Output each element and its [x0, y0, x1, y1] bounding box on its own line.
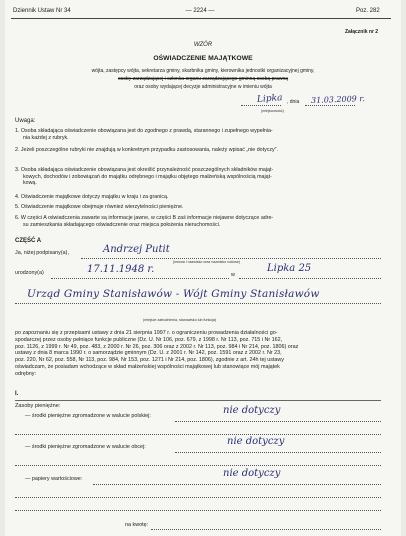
securities-handwriting[interactable]: nie dotyczy: [223, 468, 281, 479]
part-a-heading: CZĘŚĆ A: [15, 238, 42, 244]
place-line: [241, 105, 281, 106]
instruction-1: [15, 128, 273, 141]
legal-text: [15, 330, 298, 378]
legal-text-line-5: poz. 220, Nr 62, poz. 558, Nr 113, poz. 984, Nr 153, poz. 1271 i Nr 214, poz. 1806), zgodnie z art. 24h tej ustawy: [15, 357, 284, 364]
position-number: Poz. 282: [356, 8, 380, 14]
legal-text-line-1: po zapoznaniu się z przepisami ustawy z dnia 21 sierpnia 1997 r. o ograniczeniu prowadzenia działalności go-: [15, 330, 278, 336]
place-handwriting[interactable]: Lipka: [256, 93, 283, 105]
amount-label: na kwotę:: [125, 522, 149, 528]
name-line: [81, 258, 381, 259]
cash-foreign-handwriting[interactable]: nie dotyczy: [227, 436, 285, 447]
instruction-3-line-1: 3. Osoba składająca oświadczenie obowiązana jest określić przynależność poszczególnych składników mająt-: [15, 167, 274, 173]
intro-line-1: [5, 68, 401, 74]
form-page: [5, 0, 401, 536]
instruction-3-line-2: kowych, dochodów i zobowiązań do majątku odrębnego i majątku objętego małżeńską wspólnością mająt-: [23, 173, 272, 180]
name-handwriting[interactable]: Andrzej Putit: [103, 244, 170, 255]
born-in: w: [231, 272, 235, 278]
blank-line: [15, 510, 381, 511]
blank-line: [15, 434, 381, 435]
cash-pln-line: [175, 421, 381, 422]
legal-text-line-6: oświadczam, że posiadam wchodzące w skład małżeńskiej wspólności majątkowej lub stanowiące mój majątek: [15, 363, 280, 370]
born-date-handwriting[interactable]: 17.11.1948 r.: [87, 264, 155, 275]
legal-text-line-4: ustawy z dnia 8 marca 1990 r. o samorządzie gminnym (Dz. U. z 2001 r. Nr 142, poz. 1591 oraz z 2002 r. Nr 23,: [15, 350, 282, 357]
workplace-line: [15, 303, 381, 304]
date-prefix: , dnia: [287, 99, 300, 105]
page-number: — 2224 —: [185, 8, 215, 14]
blank-line: [15, 497, 381, 498]
undersigned-label: Ja, niżej podpisany(a),: [15, 250, 69, 256]
cash-foreign-line: [175, 452, 381, 453]
savings-label: Zasoby pieniężne:: [15, 403, 61, 409]
instruction-1-line-2: nia każdej z rubryk.: [23, 134, 69, 141]
instruction-6-line-2: su zamieszkania składającego oświadczenie oraz miejsca położenia nieruchomości.: [23, 221, 221, 228]
workplace-handwriting[interactable]: Urząd Gminy Stanisławów - Wójt Gminy Stanisławów: [27, 288, 320, 300]
cash-foreign-label: — środki pieniężne zgromadzone w walucie obcej:: [25, 444, 146, 450]
instruction-6: [15, 215, 273, 228]
securities-label: — papiery wartościowe:: [25, 476, 83, 482]
header-rule: [11, 18, 391, 19]
intro-line-2: osoby zarządzającej i członka organu zarządzającego gminną osobą prawną: [117, 76, 289, 82]
intro-line-3: oraz osoby wydającej decyzje administracyjne w imieniu wójta: [134, 84, 272, 90]
date-line: [305, 105, 355, 106]
instruction-4-line-1: 4. Oświadczenie majątkowe dotyczy majątku w kraju i za granicą.: [15, 194, 169, 200]
legal-text-line-3: poz. 1126, z 1999 r. Nr 49, poz. 483, z 2000 r. Nr 26, poz. 306 oraz z 2002 r. Nr 113, poz. 984 i Nr 214, poz. 1806) oraz: [15, 343, 299, 350]
instruction-3-line-3: kową.: [23, 180, 37, 187]
journal-name: Dziennik Ustaw Nr 34: [13, 8, 71, 14]
born-place-handwriting[interactable]: Lipka 25: [267, 263, 312, 274]
legal-text-line-2: spodarczej przez osoby pełniące funkcje publiczne (Dz. U. Nr 106, poz. 679, z 1998 r. Nr 113, poz. 715 i Nr 162,: [15, 336, 283, 343]
born-label: urodzony(a): [15, 270, 44, 276]
section-i: I.: [15, 391, 19, 397]
annex-label: Załącznik nr 2: [345, 29, 379, 35]
instruction-2: [15, 147, 278, 154]
instruction-6-line-1: 6. W części A oświadczenia zawarte są informacje jawne, w części B zaś informacje niejawne dotyczące adre-: [15, 215, 274, 221]
born-place-line: [239, 278, 381, 279]
place-note: (miejscowość): [261, 109, 284, 113]
cash-pln-handwriting[interactable]: nie dotyczy: [223, 405, 281, 416]
instruction-2-line-1: 2. Jeżeli poszczególne rubryki nie znajdują w konkretnym przypadku zastosowania, należy wpisać „nie dotyczy”.: [15, 147, 278, 153]
blank-line: [15, 465, 381, 466]
intro-line-1-text: wójta, zastępcy wójta, sekretarza gminy, skarbnika gminy, kierownika jednostki organizacyjnej gminy,: [91, 68, 315, 74]
form-title: OŚWIADCZENIE MAJĄTKOWE: [153, 55, 253, 62]
section-i-rule: [15, 400, 381, 401]
instruction-3: [15, 167, 273, 187]
born-date-line: [51, 278, 229, 279]
uwaga-heading: Uwaga:: [15, 118, 36, 124]
instruction-1-line-1: 1. Osoba składająca oświadczenie obowiązana jest do zgodnego z prawdą, starannego i zupełnego wypełnia-: [15, 128, 273, 134]
instruction-4: [15, 194, 168, 201]
securities-line: [93, 484, 381, 485]
name-note: (imiona i nazwisko oraz nazwisko rodowe): [173, 260, 241, 264]
instruction-5-line-1: 5. Oświadczenie majątkowe obejmuje również wierzytelności pieniężne.: [15, 204, 184, 210]
instruction-5: [15, 204, 183, 211]
date-handwriting[interactable]: 31.03.2009 r.: [310, 94, 365, 105]
amount-line: [151, 529, 381, 530]
page-number-value: 2224: [193, 8, 207, 14]
legal-text-line-7: odrębny:: [15, 370, 36, 377]
workplace-note: (miejsce zatrudnienia, stanowisko lub funkcja): [143, 318, 217, 322]
cash-pln-label: — środki pieniężne zgromadzone w walucie polskiej:: [25, 413, 151, 419]
form-kind: WZÓR: [193, 42, 213, 48]
